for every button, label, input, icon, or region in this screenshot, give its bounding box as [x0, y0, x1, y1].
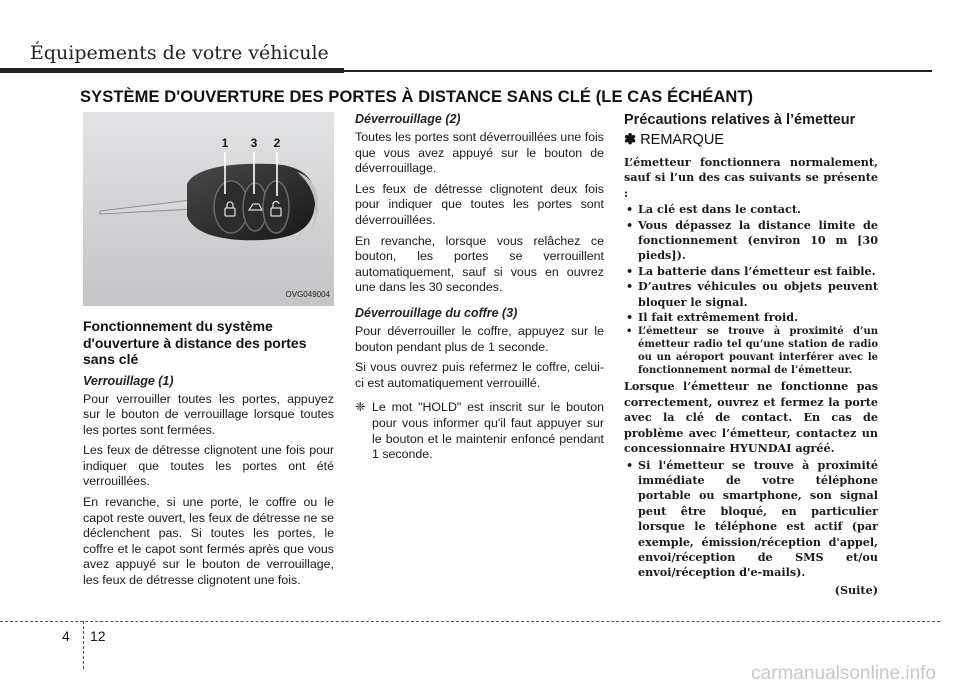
- unlock-paragraph-1: Toutes les portes sont déverrouillées une fois que vous avez appuyé sur le bouton de déverrouillage.: [355, 130, 604, 176]
- remark-body: [624, 155, 878, 598]
- subheading-lock: Verrouillage (1): [83, 373, 174, 388]
- note-mark-icon: ❈: [355, 400, 366, 415]
- remark-star-icon: ✽: [624, 132, 637, 148]
- continued-label: (Suite): [834, 582, 878, 597]
- page-number: 12: [90, 628, 106, 644]
- remark-bullets-2: [624, 458, 878, 581]
- callout-3: 3: [250, 136, 258, 150]
- lock-paragraph-3: En revanche, si une porte, le coffre ou le capot reste ouvert, les feux de détresse ne se déclenchent pas. Si toutes les portes, le coffre et le capot sont fermés après que vous avez appuyé sur le bouton de verrouillage, les feux de détresse clignotent une fois.: [83, 495, 334, 588]
- remark-bullet: • Il fait extrêmement froid.: [624, 310, 878, 325]
- callout-2: 2: [273, 136, 281, 150]
- remark-paragraph: Lorsque l’émetteur ne fonctionne pas correctement, ouvrez et fermez la porte avec la clé de contact. En cas de problème avec l’émetteur, contactez un concessionnaire HYUNDAI agréé.: [624, 379, 878, 456]
- header-rule-thin: [344, 70, 932, 72]
- key-fob-figure: [83, 112, 334, 306]
- remark-bullet: • La batterie dans l’émetteur est faible.: [624, 264, 878, 279]
- unlock-paragraph-2: Les feux de détresse clignotent deux fois pour indiquer que toutes les portes sont déverrouillées.: [355, 181, 604, 227]
- column-middle: [355, 112, 604, 463]
- trunk-paragraph-2: Si vous ouvrez puis refermez le coffre, celui-ci est automatiquement verrouillé.: [355, 360, 604, 390]
- chapter-number: 4: [62, 628, 70, 644]
- column-right: [624, 112, 878, 598]
- subheading-unlock: Déverrouillage (2): [355, 112, 461, 126]
- heading-precautions: Précautions relatives à l’émetteur: [624, 112, 856, 128]
- figure-code: OVG049004: [285, 290, 330, 300]
- remark-bullet: • D’autres véhicules ou objets peuvent bloquer le signal.: [624, 279, 878, 310]
- hold-note-text: Le mot "HOLD" est inscrit sur le bouton pour vous informer qu'il faut appuyer sur le bouton et le maintenir enfoncé pendant 1 seconde.: [372, 400, 604, 462]
- remark-label: REMARQUE: [640, 132, 724, 148]
- header-rule-thick: [0, 68, 344, 73]
- trunk-paragraph-1: Pour déverrouiller le coffre, appuyez sur le bouton pendant plus de 1 seconde.: [355, 323, 604, 354]
- column-left: [83, 112, 334, 594]
- unlock-paragraph-3: En revanche, lorsque vous relâchez ce bouton, les portes se verrouillent automatiquement, sauf si vous en ouvrez une dans les 30 secondes.: [355, 233, 604, 295]
- lock-paragraph-2: Les feux de détresse clignotent une fois pour indiquer que toutes les portes ont été verrouillées.: [83, 443, 334, 489]
- subheading-trunk: Déverrouillage du coffre (3): [355, 305, 518, 320]
- remark-bullets: [624, 202, 878, 377]
- heading-operation: Fonctionnement du système d'ouverture à distance des portes sans clé: [83, 318, 307, 367]
- hold-note: [355, 400, 604, 462]
- remark-bullet: • La clé est dans le contact.: [624, 202, 878, 217]
- watermark: carmanualsonline.info: [751, 663, 936, 684]
- remark-intro: L’émetteur fonctionnera normalement, sauf si l’un des cas suivants se présente :: [624, 155, 878, 200]
- section-title: SYSTÈME D'OUVERTURE DES PORTES À DISTANCE SANS CLÉ (LE CAS ÉCHÉANT): [80, 88, 754, 106]
- remark-bullet-phone: • Si l'émetteur se trouve à proximité immédiate de votre téléphone portable ou smartphone, son signal peut être bloqué, en particulier lorsque le téléphone est actif (par exemple, émission/réception d'appel, envoi/réception de SMS et/ou envoi/réception d'e-mails).: [624, 458, 878, 581]
- remark-bullet: • L’émetteur se trouve à proximité d’un émetteur radio tel qu’une station de radio ou un aéroport pouvant interférer avec le fonctionnement normal de l’émetteur.: [624, 325, 878, 377]
- key-fob-illustration: [83, 112, 334, 306]
- remark-heading: [624, 132, 878, 149]
- chapter-title: Équipements de votre véhicule: [30, 42, 329, 64]
- callout-1: 1: [221, 136, 229, 150]
- remark-bullet: • Vous dépassez la distance limite de fonctionnement (environ 10 m [30 pieds]).: [624, 218, 878, 264]
- lock-paragraph-1: Pour verrouiller toutes les portes, appuyez sur le bouton de verrouillage lorsque toutes les portes sont fermées.: [83, 391, 334, 437]
- footer-rule: [0, 621, 940, 622]
- footer-divider: [83, 621, 84, 669]
